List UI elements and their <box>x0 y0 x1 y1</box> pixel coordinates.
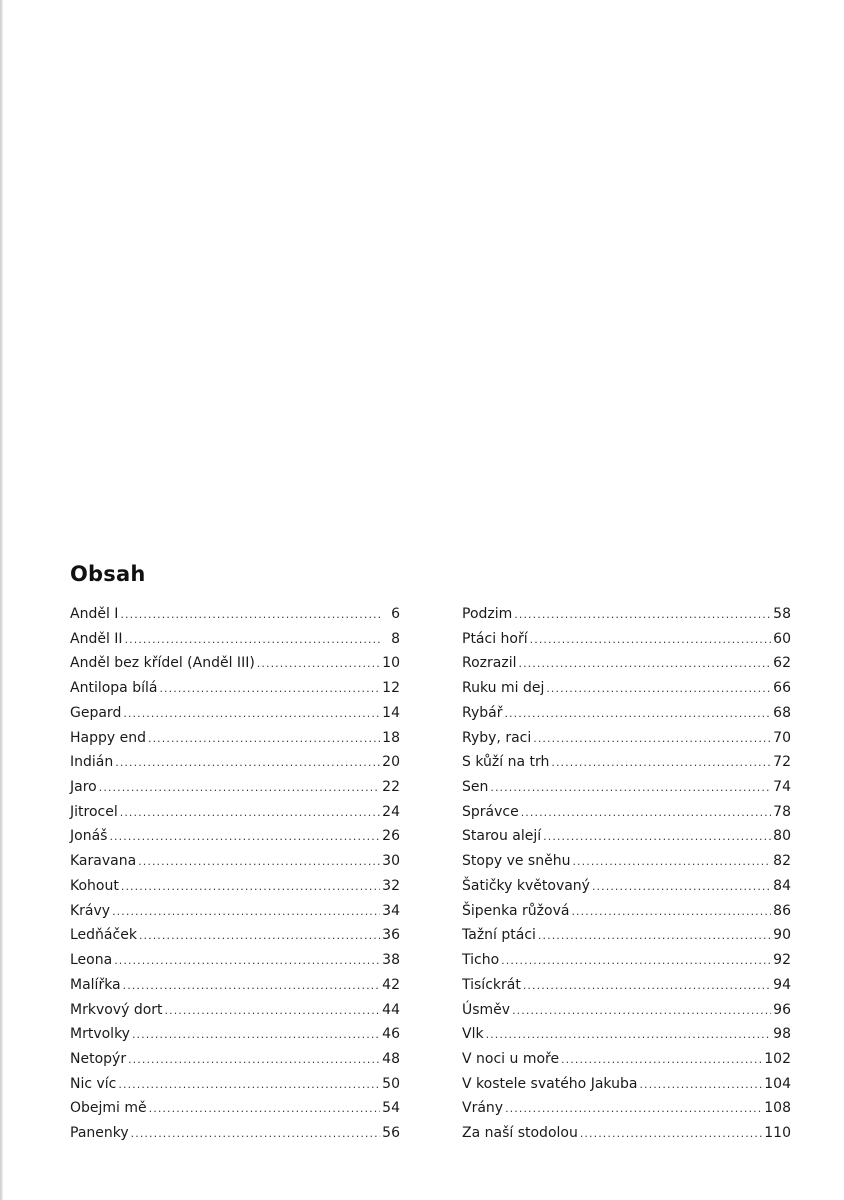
toc-entry <box>462 775 791 800</box>
toc-entry-page-number: 78 <box>773 803 791 820</box>
toc-entry-title: Jonáš <box>70 828 108 845</box>
toc-entry <box>462 948 791 973</box>
toc-entry-page-number: 58 <box>773 606 791 622</box>
toc-entry <box>462 1096 791 1121</box>
toc-entry-page-number: 46 <box>382 1026 400 1043</box>
toc-dot-leader <box>120 801 380 826</box>
toc-dot-leader <box>543 825 771 850</box>
toc-entry-title: Rozrazil <box>462 655 517 672</box>
toc-entry-title: Netopýr <box>70 1050 127 1067</box>
toc-entry-page-number: 10 <box>382 655 400 672</box>
toc-entry <box>70 627 400 652</box>
toc-entry-page-number: 68 <box>773 704 791 721</box>
toc-entry <box>462 602 791 627</box>
toc-dot-leader <box>514 603 771 628</box>
toc-entry-page-number: 92 <box>773 952 791 969</box>
toc-dot-leader <box>504 702 771 727</box>
toc-entry-page-number: 72 <box>773 754 791 771</box>
toc-entry-page-number: 8 <box>391 630 400 647</box>
toc-entry <box>70 874 400 899</box>
toc-entry-page-number: 102 <box>764 1050 791 1067</box>
toc-entry-title: Tažní ptáci <box>462 927 536 944</box>
toc-entry-page-number: 48 <box>382 1050 400 1067</box>
toc-column-right <box>462 602 791 1146</box>
toc-dot-leader <box>490 776 771 801</box>
toc-entry-page-number: 44 <box>382 1001 400 1018</box>
toc-dot-leader <box>546 677 771 702</box>
toc-entry-page-number: 54 <box>382 1100 400 1117</box>
toc-dot-leader <box>109 825 380 850</box>
toc-entry-title: Starou alejí <box>462 828 542 845</box>
toc-entry-page-number: 36 <box>382 927 400 944</box>
toc-dot-leader <box>165 999 380 1024</box>
toc-entry-title: Anděl bez křídel (Anděl III) <box>70 655 255 672</box>
toc-entry <box>70 899 400 924</box>
toc-entry-page-number: 96 <box>773 1001 791 1018</box>
toc-entry-page-number: 12 <box>382 680 400 697</box>
toc-dot-leader <box>112 900 380 925</box>
toc-dot-leader <box>523 974 771 999</box>
toc-dot-leader <box>114 949 380 974</box>
toc-entry <box>462 676 791 701</box>
toc-entry <box>462 1072 791 1097</box>
toc-dot-leader <box>257 652 380 677</box>
scan-edge-shadow <box>0 0 3 1200</box>
toc-entry <box>70 701 400 726</box>
toc-dot-leader <box>512 999 771 1024</box>
toc-entry-page-number: 86 <box>773 902 791 919</box>
toc-entry-title: Leona <box>70 952 113 969</box>
toc-entry <box>462 750 791 775</box>
toc-dot-leader <box>120 603 380 628</box>
toc-entry <box>462 651 791 676</box>
toc-column-left <box>70 602 400 1146</box>
toc-entry <box>462 1121 791 1146</box>
toc-entry <box>70 849 400 874</box>
toc-entry-page-number: 110 <box>764 1125 791 1142</box>
toc-dot-leader <box>518 652 771 677</box>
toc-entry-page-number: 38 <box>382 952 400 969</box>
toc-entry <box>462 899 791 924</box>
toc-entry-page-number: 108 <box>764 1100 791 1117</box>
toc-dot-leader <box>571 900 771 925</box>
toc-dot-leader <box>148 727 380 752</box>
toc-dot-leader <box>149 1097 380 1122</box>
toc-entry <box>70 1022 400 1047</box>
toc-entry-page-number: 80 <box>773 828 791 845</box>
toc-dot-leader <box>551 751 771 776</box>
toc-entry-page-number: 42 <box>382 976 400 993</box>
toc-dot-leader <box>530 628 771 653</box>
toc-entry-title: Gepard <box>70 704 122 721</box>
toc-entry-title: Šipenka růžová <box>462 902 570 919</box>
toc-entry-title: Indián <box>70 754 114 771</box>
toc-entry <box>70 998 400 1023</box>
toc-entry <box>70 923 400 948</box>
toc-dot-leader <box>501 949 771 974</box>
toc-entry-title: Karavana <box>70 853 137 870</box>
toc-entry-title: Sen <box>462 779 489 796</box>
toc-entry <box>70 973 400 998</box>
toc-entry-title: Anděl I <box>70 606 119 622</box>
toc-entry-page-number: 94 <box>773 976 791 993</box>
toc-entry-page-number: 84 <box>773 877 791 894</box>
toc-entry-title: Tisíckrát <box>462 976 521 993</box>
toc-entry-title: Happy end <box>70 729 146 746</box>
toc-entry <box>70 1047 400 1072</box>
toc-dot-leader <box>561 1048 762 1073</box>
toc-entry-title: Anděl II <box>70 630 123 647</box>
toc-entry-page-number: 104 <box>764 1075 791 1092</box>
toc-entry-title: Správce <box>462 803 519 820</box>
toc-entry-title: Obejmi mě <box>70 1100 147 1117</box>
toc-dot-leader <box>121 875 380 900</box>
toc-entry-page-number: 14 <box>382 704 400 721</box>
toc-entry <box>70 1096 400 1121</box>
toc-entry-page-number: 56 <box>382 1125 400 1142</box>
toc-entry-page-number: 90 <box>773 927 791 944</box>
toc-entry-title: Stopy ve sněhu <box>462 853 571 870</box>
toc-dot-leader <box>639 1073 762 1098</box>
toc-entry-page-number: 82 <box>773 853 791 870</box>
toc-entry-page-number: 32 <box>382 877 400 894</box>
toc-entry-page-number: 98 <box>773 1026 791 1043</box>
toc-entry-title: Antilopa bílá <box>70 680 158 697</box>
toc-dot-leader <box>538 924 771 949</box>
toc-entry <box>462 1022 791 1047</box>
toc-entry <box>70 1072 400 1097</box>
toc-entry-page-number: 30 <box>382 853 400 870</box>
toc-entry <box>462 973 791 998</box>
toc-dot-leader <box>115 751 380 776</box>
toc-entry-page-number: 26 <box>382 828 400 845</box>
toc-entry-title: Vlk <box>462 1026 484 1043</box>
page-title: Obsah <box>70 562 146 587</box>
toc-entry <box>70 726 400 751</box>
toc-entry-title: Ticho <box>462 952 500 969</box>
toc-entry-title: Rybář <box>462 704 503 721</box>
toc-dot-leader <box>131 1122 380 1147</box>
toc-entry-title: S kůží na trh <box>462 754 550 771</box>
toc-dot-leader <box>572 850 771 875</box>
toc-entry-title: V kostele svatého Jakuba <box>462 1075 638 1092</box>
toc-entry <box>462 874 791 899</box>
toc-entry-title: Ptáci hoří <box>462 630 528 647</box>
toc-entry-title: Mrtvolky <box>70 1026 130 1043</box>
toc-entry-title: Mrkvový dort <box>70 1001 163 1018</box>
toc-entry <box>70 750 400 775</box>
toc-entry-title: V noci u moře <box>462 1050 560 1067</box>
toc-entry-page-number: 18 <box>382 729 400 746</box>
toc-entry <box>70 824 400 849</box>
toc-dot-leader <box>123 974 380 999</box>
toc-dot-leader <box>505 1097 762 1122</box>
toc-entry <box>462 1047 791 1072</box>
toc-dot-leader <box>118 1073 380 1098</box>
toc-entry <box>70 602 400 627</box>
toc-entry <box>70 948 400 973</box>
toc-entry-title: Ruku mi dej <box>462 680 545 697</box>
toc-dot-leader <box>533 727 771 752</box>
toc-dot-leader <box>521 801 771 826</box>
toc-entry-title: Malířka <box>70 976 121 993</box>
toc-entry-title: Vrány <box>462 1100 504 1117</box>
toc-dot-leader <box>580 1122 762 1147</box>
toc-dot-leader <box>99 776 380 801</box>
toc-entry-page-number: 74 <box>773 779 791 796</box>
toc-entry <box>462 923 791 948</box>
toc-entry-page-number: 66 <box>773 680 791 697</box>
toc-dot-leader <box>139 924 380 949</box>
toc-entry-page-number: 50 <box>382 1075 400 1092</box>
toc-entry-title: Nic víc <box>70 1075 117 1092</box>
toc-entry <box>70 651 400 676</box>
toc-dot-leader <box>128 1048 380 1073</box>
toc-entry-page-number: 6 <box>391 606 400 622</box>
toc-entry <box>462 824 791 849</box>
toc-entry <box>70 676 400 701</box>
toc-entry-title: Ledňáček <box>70 927 137 944</box>
toc-dot-leader <box>123 702 380 727</box>
toc-entry <box>70 800 400 825</box>
toc-entry-page-number: 34 <box>382 902 400 919</box>
toc-entry-page-number: 60 <box>773 630 791 647</box>
toc-entry-title: Kohout <box>70 877 119 894</box>
toc-entry-title: Podzim <box>462 606 513 622</box>
toc-entry <box>462 701 791 726</box>
toc-entry-title: Krávy <box>70 902 111 919</box>
toc-dot-leader <box>138 850 380 875</box>
toc-entry-title: Panenky <box>70 1125 129 1142</box>
toc-dot-leader <box>132 1023 380 1048</box>
toc-dot-leader <box>159 677 380 702</box>
toc-entry-page-number: 70 <box>773 729 791 746</box>
toc-entry-title: Úsměv <box>462 1001 511 1018</box>
toc-dot-leader <box>125 628 380 653</box>
toc-entry-page-number: 22 <box>382 779 400 796</box>
toc-entry-page-number: 62 <box>773 655 791 672</box>
toc-entry-title: Ryby, raci <box>462 729 532 746</box>
toc-entry <box>462 726 791 751</box>
toc-entry-title: Jaro <box>70 779 97 796</box>
toc-entry <box>70 1121 400 1146</box>
toc-entry <box>462 800 791 825</box>
toc-entry-page-number: 24 <box>382 803 400 820</box>
toc-entry <box>462 849 791 874</box>
toc-entry-title: Jitrocel <box>70 803 118 820</box>
toc-entry <box>70 775 400 800</box>
toc-dot-leader <box>486 1023 771 1048</box>
toc-entry-title: Za naší stodolou <box>462 1125 578 1142</box>
toc-entry <box>462 998 791 1023</box>
toc-entry-page-number: 20 <box>382 754 400 771</box>
toc-entry-title: Šatičky květovaný <box>462 877 590 894</box>
toc-dot-leader <box>592 875 771 900</box>
toc-entry <box>462 627 791 652</box>
